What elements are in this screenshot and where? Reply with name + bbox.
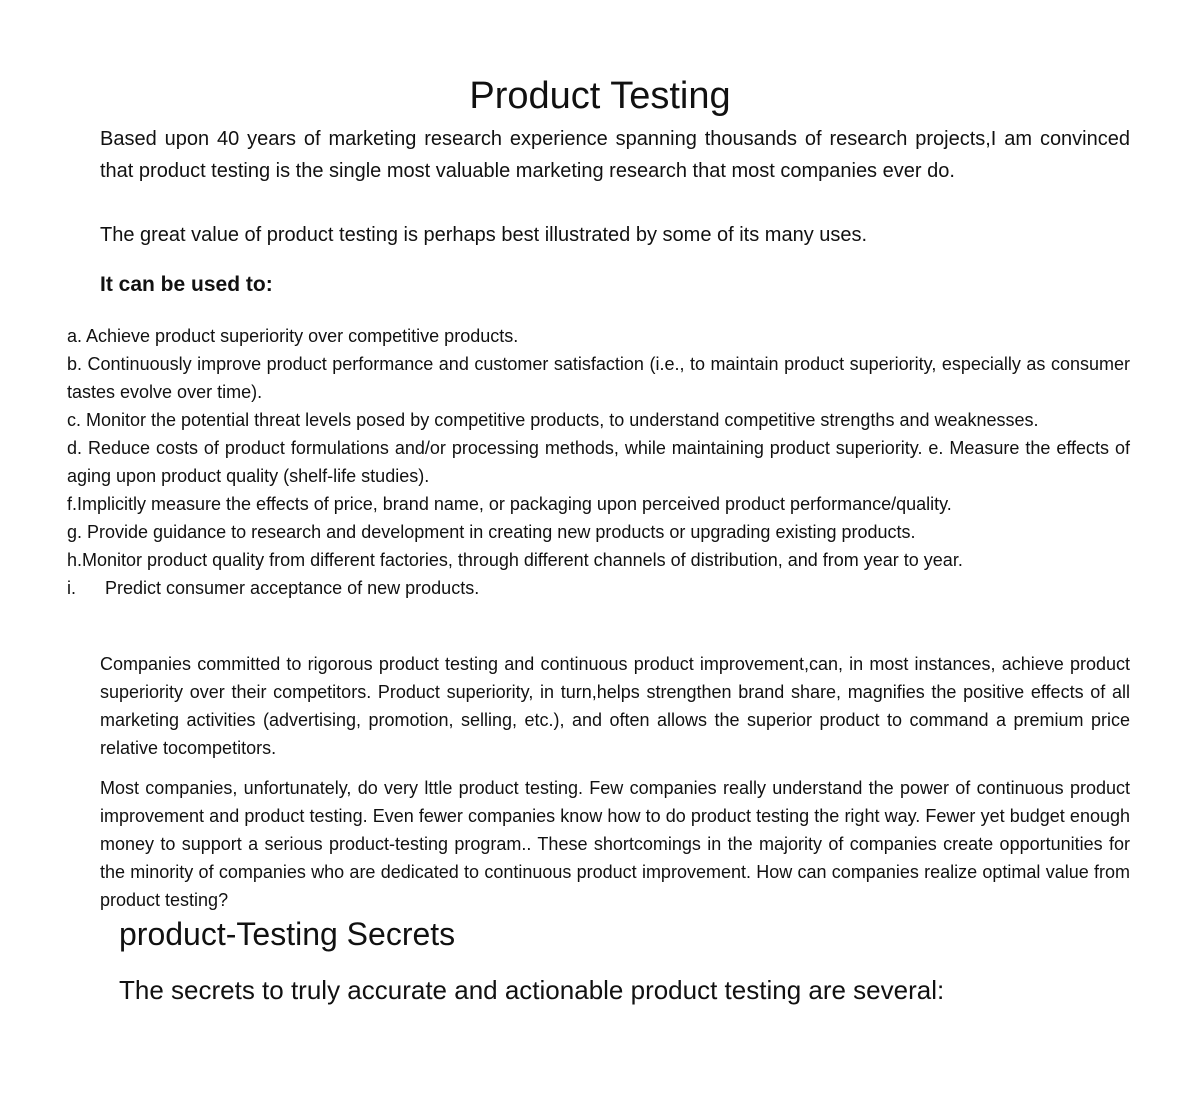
list-item: h.Monitor product quality from different factories, through different channels of distribution, and from year to year. [67,550,963,570]
intro-paragraph: Based upon 40 years of marketing research experience spanning thousands of research projects,I am convinced that product testing is the single most valuable marketing research that most companies ever do. [100,128,1130,182]
list-item: d. Reduce costs of product formulations and/or processing methods, while maintaining product superiority. e. Measure the effects of aging upon product quality (shelf-life studies). [67,438,1130,486]
list-item: a. Achieve product superiority over competitive products. [67,326,519,346]
list-item-text: Predict consumer acceptance of new products. [105,578,480,598]
list-item: b. Continuously improve product performance and customer satisfaction (i.e., to maintain product superiority, especially as consumer tastes evolve over time). [67,354,1130,402]
uses-heading: It can be used to: [100,273,273,296]
page-title: Product Testing [469,75,731,117]
body-paragraph-2: Most companies, unfortunately, do very lttle product testing. Few companies really understand the power of continuous product improvement and product testing. Even fewer companies know how to do product testing the right way. Fewer yet budget enough money to support a serious product-testing program.. These shortcomings in the majority of companies create opportunities for the minority of companies who are dedicated to continuous product improvement. How can companies realize optimal value from product testing? [100,778,1130,910]
list-item: g. Provide guidance to research and development in creating new products or upgrading existing products. [67,522,916,542]
list-item [67,574,1130,602]
section-heading: product-Testing Secrets [119,916,456,952]
list-item: f.Implicitly measure the effects of price, brand name, or packaging upon perceived product performance/quality. [67,494,952,514]
body-paragraph-1: Companies committed to rigorous product testing and continuous product improvement,can, in most instances, achieve product superiority over their competitors. Product superiority, in turn,helps strengthen brand share, magnifies the positive effects of all marketing activities (advertising, promotion, selling, etc.), and often allows the superior product to command a premium price relative tocompetitors. [100,654,1130,758]
list-item: c. Monitor the potential threat levels posed by competitive products, to understand competitive strengths and weaknesses. [67,410,1039,430]
uses-list [67,322,1130,602]
section-subheading: The secrets to truly accurate and actionable product testing are several: [119,975,945,1005]
intro-paragraph-2: The great value of product testing is perhaps best illustrated by some of its many uses. [100,224,868,246]
list-marker: i. [67,578,76,598]
